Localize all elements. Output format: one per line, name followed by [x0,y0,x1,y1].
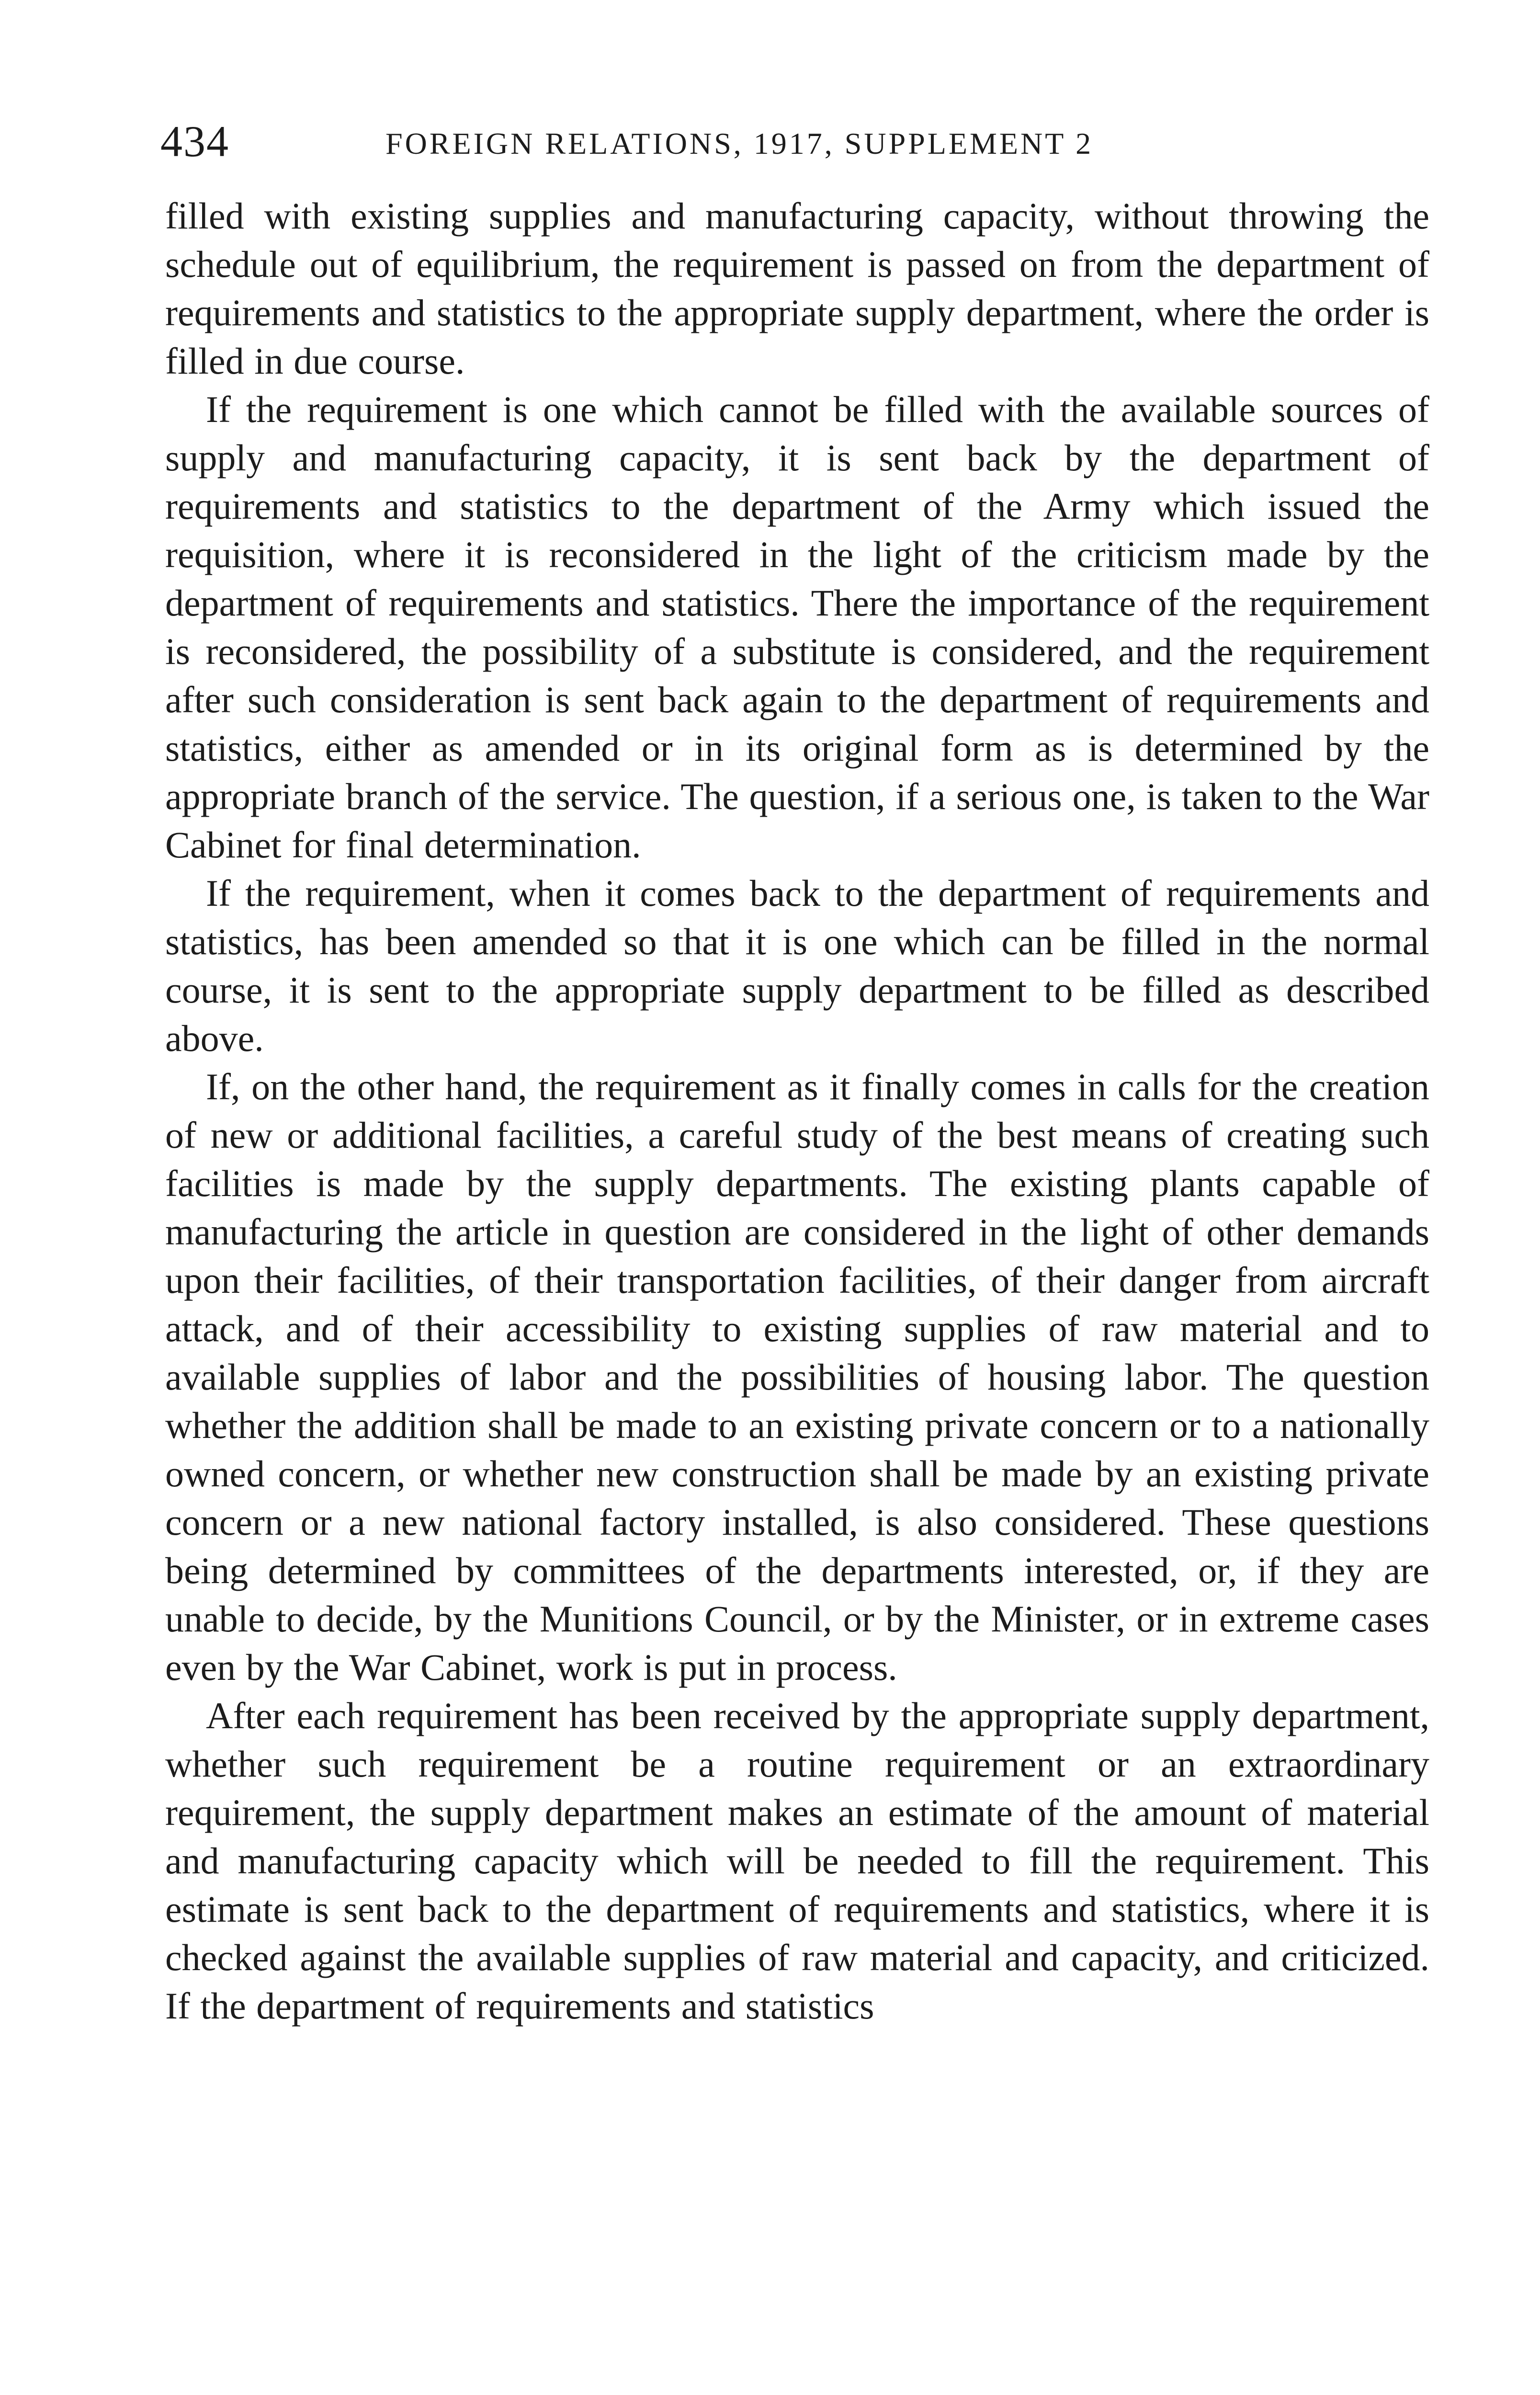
paragraph: After each requirement has been received by the appropriate supply department, whether such requirement be a routine requirement or an extraordinary requirement, the supply department makes an estimate of the amount of material and manufacturing capacity which will be needed to fill the requirement. This estimate is sent back to the department of requirements and statistics, where it is checked against the available supplies of raw material and capacity, and criticized. If the department of requirements and statistics [165,1695,1429,2027]
body-text [165,192,1429,2030]
paragraph: If the requirement, when it comes back to the department of requirements and statistics, has been amended so that it is one which can be filled in the normal course, it is sent to the appropriate supply department to be filled as described above. [165,872,1429,1059]
page-number: 434 [160,117,229,166]
paragraph-continued: filled with existing supplies and manufacturing capacity, without throwing the schedule out of equilibrium, the requirement is passed on from the department of requirements and statistics to the appropriate supply department, where the order is filled in due course. [165,195,1429,382]
paragraph: If the requirement is one which cannot be filled with the available sources of supply and manufacturing capacity, it is sent back by the department of requirements and statistics to the department of the Army which issued the requisition, where it is reconsidered in the light of the criticism made by the department of requirements and statistics. There the importance of the requirement is reconsidered, the possibility of a substitute is considered, and the requirement after such consideration is sent back again to the department of requirements and statistics, either as amended or in its original form as is determined by the appropriate branch of the service. The question, if a serious one, is taken to the War Cabinet for final determination. [165,388,1429,866]
paragraph: If, on the other hand, the requirement as it finally comes in calls for the creation of new or additional facilities, a careful study of the best means of creating such facilities is made by the supply departments. The existing plants capable of manufacturing the article in question are considered in the light of other demands upon their facilities, of their transportation facilities, of their danger from aircraft attack, and of their accessibility to existing supplies of raw material and to available supplies of labor and the possibilities of housing labor. The question whether the addition shall be made to an existing private concern or to a nationally owned concern, or whether new construction shall be made by an existing private concern or a new national factory installed, is also considered. These questions being determined by committees of the departments interested, or, if they are unable to decide, by the Munitions Council, or by the Minister, or in extreme cases even by the War Cabinet, work is put in process. [165,1066,1429,1688]
page-header [160,113,1434,170]
running-title: FOREIGN RELATIONS, 1917, SUPPLEMENT 2 [385,126,1094,160]
